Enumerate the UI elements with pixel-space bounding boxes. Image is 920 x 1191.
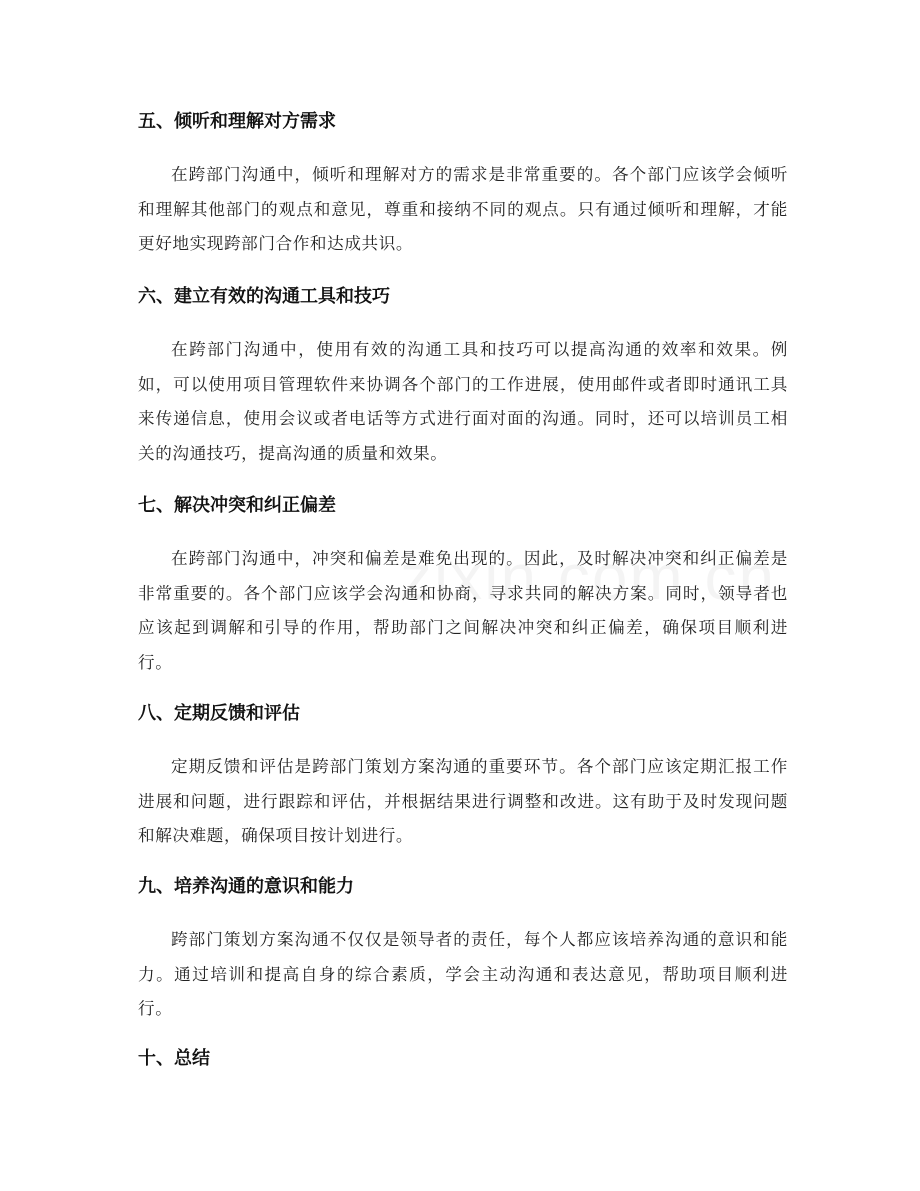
section-heading: 九、培养沟通的意识和能力 bbox=[138, 876, 354, 897]
section-7 bbox=[138, 494, 788, 680]
section-paragraph: 定期反馈和评估是跨部门策划方案沟通的重要环节。各个部门应该定期汇报工作进展和问题，进行跟踪和评估，并根据结果进行调整和改进。这有助于及时发现问题和解决难题，确保项目按计划进行。 bbox=[138, 757, 788, 845]
section-5 bbox=[138, 110, 788, 262]
section-6 bbox=[138, 285, 788, 471]
section-paragraph: 在跨部门沟通中，冲突和偏差是难免出现的。因此，及时解决冲突和纠正偏差是非常重要的。各个部门应该学会沟通和协商，寻求共同的解决方案。同时，领导者也应该起到调解和引导的作用，帮助部门之间解决冲突和纠正偏差，确保项目顺利进行。 bbox=[138, 549, 788, 672]
section-heading: 五、倾听和理解对方需求 bbox=[138, 111, 336, 132]
section-heading: 十、总结 bbox=[138, 1048, 210, 1069]
section-heading: 七、解决冲突和纠正偏差 bbox=[138, 495, 336, 516]
section-9 bbox=[138, 875, 788, 1027]
section-10 bbox=[138, 1047, 788, 1071]
section-paragraph: 在跨部门沟通中，使用有效的沟通工具和技巧可以提高沟通的效率和效果。例如，可以使用项目管理软件来协调各个部门的工作进展，使用邮件或者即时通讯工具来传递信息，使用会议或者电话等方式进行面对面的沟通。同时，还可以培训员工相关的沟通技巧，提高沟通的质量和效果。 bbox=[138, 340, 788, 463]
section-paragraph: 跨部门策划方案沟通不仅仅是领导者的责任，每个人都应该培养沟通的意识和能力。通过培训和提高自身的综合素质，学会主动沟通和表达意见，帮助项目顺利进行。 bbox=[138, 930, 788, 1018]
section-paragraph: 在跨部门沟通中，倾听和理解对方的需求是非常重要的。各个部门应该学会倾听和理解其他部门的观点和意见，尊重和接纳不同的观点。只有通过倾听和理解，才能更好地实现跨部门合作和达成共识。 bbox=[138, 165, 788, 253]
section-heading: 八、定期反馈和评估 bbox=[138, 703, 300, 724]
section-8 bbox=[138, 702, 788, 854]
section-heading: 六、建立有效的沟通工具和技巧 bbox=[138, 286, 390, 307]
